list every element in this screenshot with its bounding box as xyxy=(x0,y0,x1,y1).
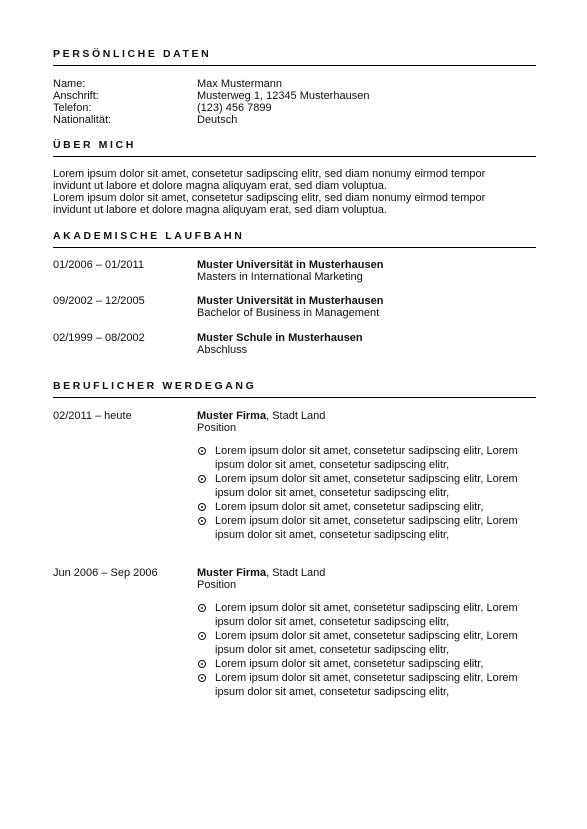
bullet-line: ipsum dolor sit amet, consetetur sadipscing elitr, xyxy=(215,459,450,471)
section-heading-personal: PERSÖNLICHE DATEN xyxy=(53,48,536,66)
career-bullet-list xyxy=(197,601,536,699)
circle-bullet-icon xyxy=(198,604,206,612)
circle-bullet-icon xyxy=(198,632,206,640)
bullet-line: Lorem ipsum dolor sit amet, consetetur sadipscing elitr, Lorem xyxy=(215,630,518,642)
entry-title: Muster Universität in Musterhausen xyxy=(197,295,384,307)
about-line: invidunt ut labore et dolore magna aliquyam erat, sed diam voluptua. xyxy=(53,180,387,192)
entry-subtitle: Abschluss xyxy=(197,344,248,356)
bullet-line: ipsum dolor sit amet, consetetur sadipscing elitr, xyxy=(215,686,450,698)
entry-title: Muster Schule in Musterhausen xyxy=(197,332,363,344)
entry-subtitle: Masters in International Marketing xyxy=(197,271,363,283)
bullet-line: ipsum dolor sit amet, consetetur sadipscing elitr, xyxy=(215,616,450,628)
section-education xyxy=(53,230,536,248)
career-bullet-list xyxy=(197,444,536,542)
bullet-line: ipsum dolor sit amet, consetetur sadipscing elitr, xyxy=(215,644,450,656)
entry-title: Muster Universität in Musterhausen xyxy=(197,259,384,271)
list-item xyxy=(197,500,536,514)
bullet-line: Lorem ipsum dolor sit amet, consetetur sadipscing elitr, Lorem xyxy=(215,445,518,457)
about-line: Lorem ipsum dolor sit amet, consetetur sadipscing elitr, sed diam nonumy eirmod tempor xyxy=(53,192,486,204)
personal-value: (123) 456 7899 xyxy=(197,102,272,114)
personal-label: Anschrift: xyxy=(53,90,99,102)
circle-bullet-icon xyxy=(198,447,206,455)
bullet-line: Lorem ipsum dolor sit amet, consetetur sadipscing elitr, Lorem xyxy=(215,515,518,527)
bullet-line: Lorem ipsum dolor sit amet, consetetur sadipscing elitr, Lorem xyxy=(215,672,518,684)
bullet-line: Lorem ipsum dolor sit amet, consetetur sadipscing elitr, Lorem xyxy=(215,473,518,485)
section-career xyxy=(53,380,536,398)
list-item xyxy=(197,629,536,657)
bullet-line: ipsum dolor sit amet, consetetur sadipscing elitr, xyxy=(215,487,450,499)
entry-detail xyxy=(197,410,536,434)
list-item xyxy=(197,657,536,671)
bullet-line: Lorem ipsum dolor sit amet, consetetur sadipscing elitr, Lorem xyxy=(215,602,518,614)
circle-bullet-icon xyxy=(198,503,206,511)
personal-value: Deutsch xyxy=(197,114,238,126)
personal-value: Musterweg 1, 12345 Musterhausen xyxy=(197,90,370,102)
entry-date: 09/2002 – 12/2005 xyxy=(53,295,145,307)
list-item xyxy=(197,472,536,500)
personal-label: Telefon: xyxy=(53,102,92,114)
entry-date: Jun 2006 – Sep 2006 xyxy=(53,567,158,579)
entry-date: 02/1999 – 08/2002 xyxy=(53,332,145,344)
bullet-line: Lorem ipsum dolor sit amet, consetetur sadipscing elitr, xyxy=(215,501,484,513)
entry-company: Muster Firma xyxy=(197,567,267,579)
entry-detail xyxy=(197,295,536,319)
list-item xyxy=(197,444,536,472)
personal-label: Name: xyxy=(53,78,86,90)
entry-detail xyxy=(197,332,536,356)
about-text xyxy=(53,168,536,216)
section-personal xyxy=(53,48,536,66)
list-item xyxy=(197,601,536,629)
bullet-line: ipsum dolor sit amet, consetetur sadipscing elitr, xyxy=(215,529,450,541)
bullet-line: Lorem ipsum dolor sit amet, consetetur sadipscing elitr, xyxy=(215,658,484,670)
entry-detail xyxy=(197,567,536,591)
personal-label: Nationalität: xyxy=(53,114,112,126)
entry-detail xyxy=(197,259,536,283)
about-line: invidunt ut labore et dolore magna aliquyam erat, sed diam voluptua. xyxy=(53,204,387,216)
section-heading-education: AKADEMISCHE LAUFBAHN xyxy=(53,230,536,248)
personal-value: Max Mustermann xyxy=(197,78,282,90)
circle-bullet-icon xyxy=(198,517,206,525)
section-about xyxy=(53,139,536,157)
entry-date: 02/2011 – heute xyxy=(53,410,132,422)
list-item xyxy=(197,514,536,542)
section-heading-career: BERUFLICHER WERDEGANG xyxy=(53,380,536,398)
entry-date: 01/2006 – 01/2011 xyxy=(53,259,144,271)
list-item xyxy=(197,671,536,699)
circle-bullet-icon xyxy=(198,674,206,682)
entry-company: Muster Firma xyxy=(197,410,267,422)
circle-bullet-icon xyxy=(198,475,206,483)
entry-position: Position xyxy=(197,579,237,591)
about-line: Lorem ipsum dolor sit amet, consetetur sadipscing elitr, sed diam nonumy eirmod tempor xyxy=(53,168,486,180)
entry-position: Position xyxy=(197,422,237,434)
circle-bullet-icon xyxy=(198,660,206,668)
section-heading-about: ÜBER MICH xyxy=(53,139,536,157)
entry-location: , Stadt Land xyxy=(266,410,326,422)
entry-location: , Stadt Land xyxy=(266,567,326,579)
entry-subtitle: Bachelor of Business in Management xyxy=(197,307,380,319)
